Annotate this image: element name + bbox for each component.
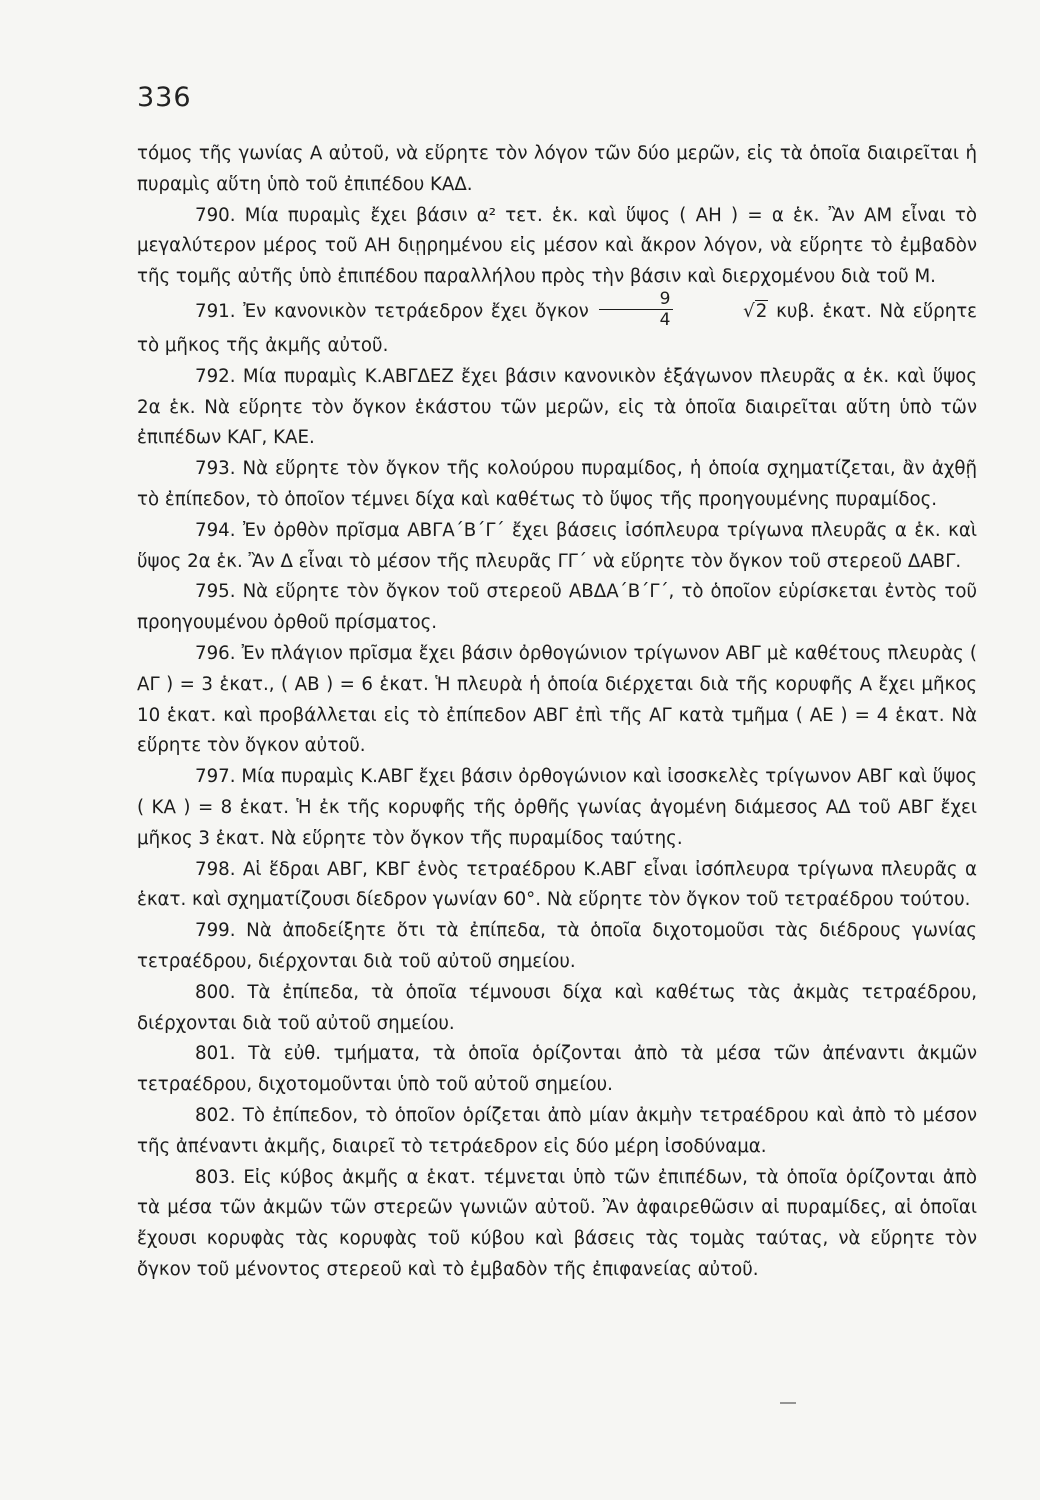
paragraph-continuation: τόμος τῆς γωνίας Α αὐτοῦ, νὰ εὕρητε τὸν λόγον τῶν δύο μερῶν, εἰς τὰ ὁποῖα διαιρεῖται ἡ πυραμὶς αὕτη ὑπὸ τοῦ ἐπιπέδου ΚΑΔ. [137,143,977,195]
exercise-791-text-before: 791. Ἐν κανονικὸν τετράεδρον ἔχει ὄγκον [195,300,589,322]
exercise-803: 803. Εἰς κύβος ἀκμῆς α ἑκατ. τέμνεται ὑπὸ τῶν ἐπιπέδων, τὰ ὁποῖα ὁρίζονται ἀπὸ τὰ μέσα τῶν ἀκμῶν τῶν στερεῶν γωνιῶν αὐτοῦ. Ἂν ἀφαιρεθῶσιν αἱ πυραμίδες, αἱ ὁποῖαι ἔχουσι κορυφὰς τὰς κορυφὰς τοῦ κύβου καὶ βάσεις τὰς τομὰς ταύτας, νὰ εὕρητε τὸν ὄγκον τοῦ μένοντος στερεοῦ καὶ τὸ ἐμβαδὸν τῆς ἐπιφανείας αὐτοῦ. [137,1166,977,1280]
exercise-797: 797. Μία πυραμὶς Κ.ΑΒΓ ἔχει βάσιν ὀρθογώνιον καὶ ἰσοσκελὲς τρίγωνον ΑΒΓ καὶ ὕψος ( ΚΑ ) = 8 ἑκατ. Ἡ ἐκ τῆς κορυφῆς τῆς ὀρθῆς γωνίας ἀγομένη διάμεσος ΑΔ τοῦ ΑΒΓ ἔχει μῆκος 3 ἑκατ. Νὰ εὕρητε τὸν ὄγκον τῆς πυραμίδος ταύτης. [137,766,977,849]
print-mark [780,1402,796,1404]
exercise-791 [137,288,977,362]
exercise-800: 800. Τὰ ἐπίπεδα, τὰ ὁποῖα τέμνουσι δίχα καὶ καθέτως τὰς ἀκμὰς τετραέδρου, διέρχονται διὰ τοῦ αὐτοῦ σημείου. [137,981,977,1034]
exercise-794: 794. Ἐν ὀρθὸν πρῖσμα ΑΒΓΑ΄Β΄Γ΄ ἔχει βάσεις ἰσόπλευρα τρίγωνα πλευρᾶς α ἑκ. καὶ ὕψος 2α ἑκ. Ἂν Δ εἶναι τὸ μέσον τῆς πλευρᾶς ΓΓ΄ νὰ εὕρητε τὸν ὄγκον τοῦ στερεοῦ ΔΑΒΓ. [137,519,977,572]
sqrt-radicand: 2 [755,300,768,322]
exercise-801: 801. Τὰ εὐθ. τμήματα, τὰ ὁποῖα ὁρίζονται ἀπὸ τὰ μέσα τῶν ἀπέναντι ἀκμῶν τετραέδρου, διχοτομοῦνται ὑπὸ τοῦ αὐτοῦ σημείου. [137,1043,977,1096]
fraction-numerator: 9 [599,291,674,310]
exercise-799: 799. Νὰ ἀποδείξητε ὅτι τὰ ἐπίπεδα, τὰ ὁποῖα διχοτομοῦσι τὰς διέδρους γωνίας τετραέδρου, διέρχονται διὰ τοῦ αὐτοῦ σημείου. [137,920,977,972]
exercise-802: 802. Τὸ ἐπίπεδον, τὸ ὁποῖον ὁρίζεται ἀπὸ μίαν ἀκμὴν τετραέδρου καὶ ἀπὸ τὸ μέσον τῆς ἀπέναντι ἀκμῆς, διαιρεῖ τὸ τετράεδρον εἰς δύο μέρη ἰσοδύναμα. [137,1104,977,1157]
square-root [685,297,768,328]
page-body [137,139,977,1286]
page-number: 336 [137,82,192,113]
exercise-792: 792. Μία πυραμὶς Κ.ΑΒΓΔΕΖ ἔχει βάσιν κανονικὸν ἑξάγωνον πλευρᾶς α ἑκ. καὶ ὕψος 2α ἑκ. Νὰ εὕρητε τὸν ὄγκον ἑκάστου τῶν μερῶν, εἰς τὰ ὁποῖα διαιρεῖται αὕτη ὑπὸ τῶν ἐπιπέδων ΚΑΓ, ΚΑΕ. [137,365,977,449]
exercise-795: 795. Νὰ εὕρητε τὸν ὄγκον τοῦ στερεοῦ ΑΒΔΑ΄Β΄Γ΄, τὸ ὁποῖον εὑρίσκεται ἐντὸς τοῦ προηγουμένου ὀρθοῦ πρίσματος. [137,581,977,634]
exercise-798: 798. Αἱ ἕδραι ΑΒΓ, ΚΒΓ ἑνὸς τετραέδρου Κ.ΑΒΓ εἶναι ἰσόπλευρα τρίγωνα πλευρᾶς α ἑκατ. καὶ σχηματίζουσι δίεδρον γωνίαν 60°. Νὰ εὕρητε τὸν ὄγκον τοῦ τετραέδρου τούτου. [137,858,977,911]
fraction [599,288,674,330]
exercise-790: 790. Μία πυραμὶς ἔχει βάσιν α² τετ. ἑκ. καὶ ὕψος ( ΑΗ ) = α ἑκ. Ἂν ΑΜ εἶναι τὸ μεγαλύτερον μέρος τοῦ ΑΗ διῃρημένου εἰς μέσον καὶ ἄκρον λόγον, νὰ εὕρητε τὸ ἐμβαδὸν τῆς τομῆς αὐτῆς ὑπὸ ἐπιπέδου παραλλήλου πρὸς τὴν βάσιν καὶ διερχομένου διὰ τοῦ Μ. [137,204,977,288]
exercise-793: 793. Νὰ εὕρητε τὸν ὄγκον τῆς κολούρου πυραμίδος, ἡ ὁποία σχηματίζεται, ἂν ἀχθῇ τὸ ἐπίπεδον, τὸ ὁποῖον τέμνει δίχα καὶ καθέτως τὸ ὕψος τῆς προηγουμένης πυραμίδος. [137,458,977,510]
exercise-796: 796. Ἐν πλάγιον πρῖσμα ἔχει βάσιν ὀρθογώνιον τρίγωνον ΑΒΓ μὲ καθέτους πλευρὰς ( ΑΓ ) = 3 ἑκατ., ( ΑΒ ) = 6 ἑκατ. Ἡ πλευρὰ ἡ ὁποία διέρχεται διὰ τῆς κορυφῆς Α ἔχει μῆκος 10 ἑκατ. καὶ προβάλλεται εἰς τὸ ἐπίπεδον ΑΒΓ ἐπὶ τῆς ΑΓ κατὰ τμῆμα ( ΑΕ ) = 4 ἑκατ. Νὰ εὕρητε τὸν ὄγκον αὐτοῦ. [137,642,977,757]
exercise-791-text-after: κυβ. ἑκατ. Νὰ εὕρητε τὸ μῆκος τῆς ἀκμῆς αὐτοῦ. [137,300,977,356]
fraction-denominator: 4 [659,309,671,330]
sqrt-sign: √ [743,300,755,322]
